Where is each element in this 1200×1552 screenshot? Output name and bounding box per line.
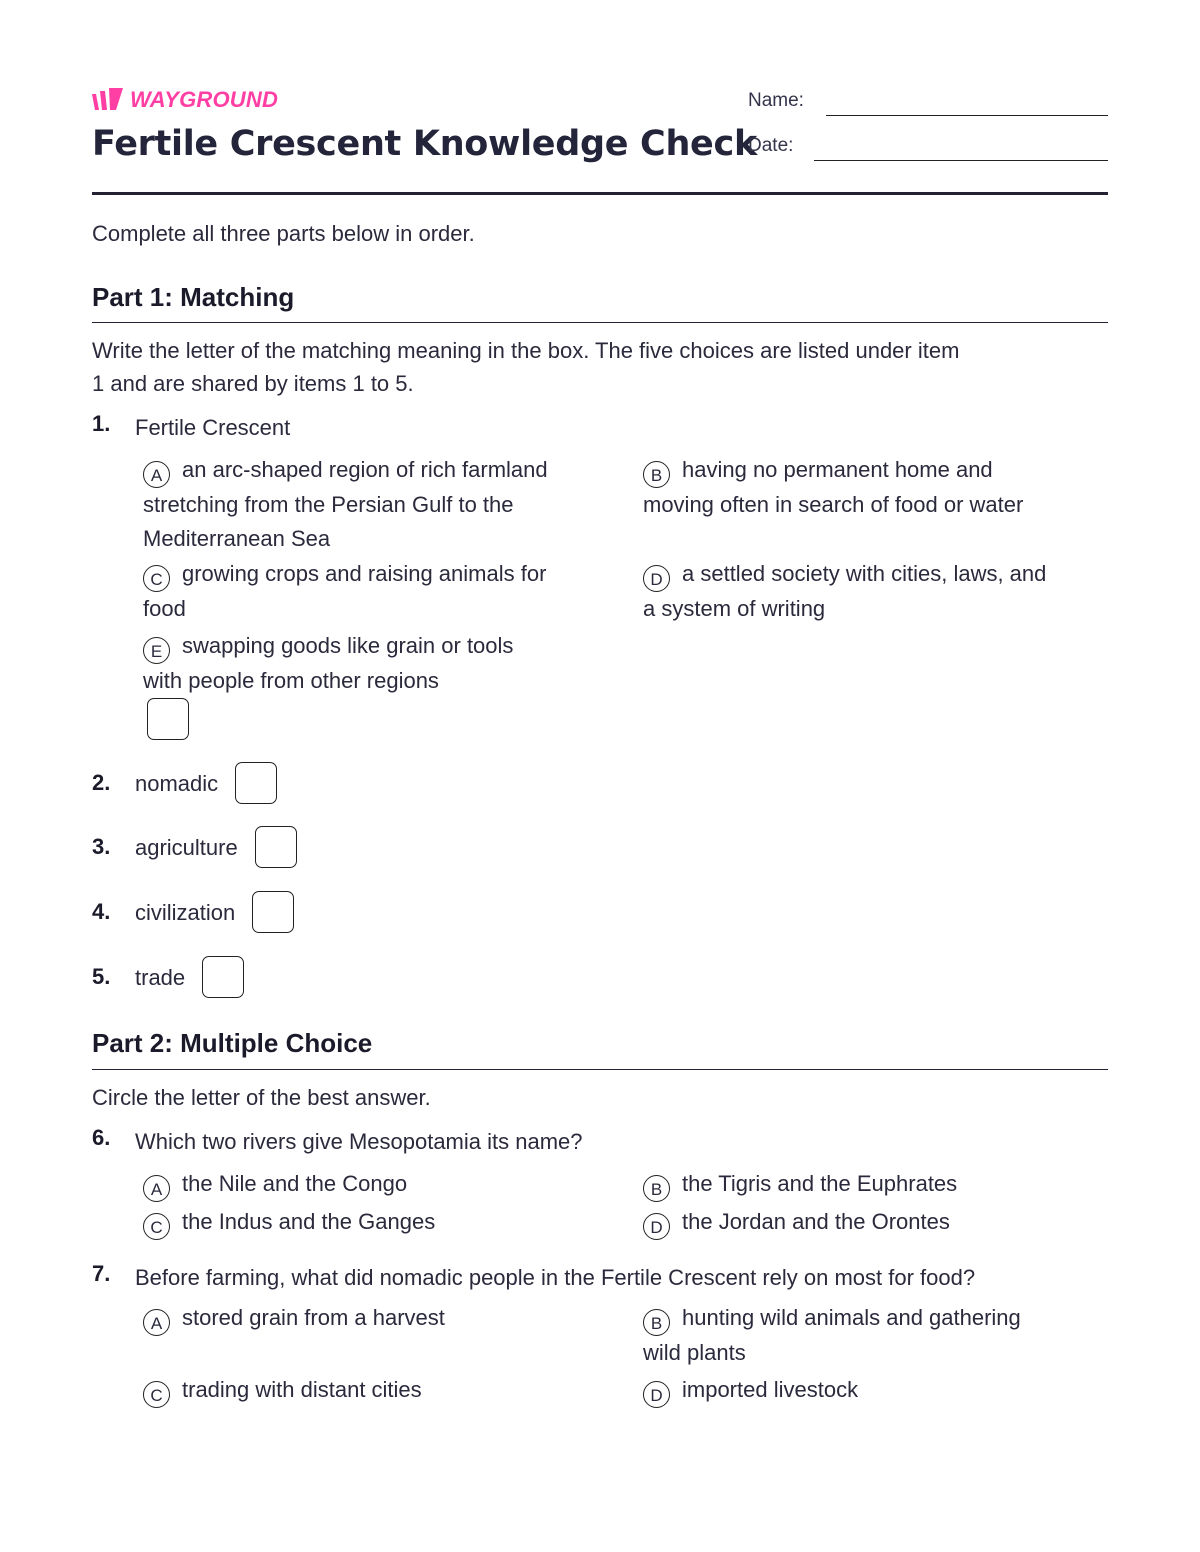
q7-option-a[interactable]: A stored grain from a harvest [143,1301,445,1336]
choice-letter: E [143,637,170,664]
brand-logo [92,86,278,114]
item-number: 2. [92,770,111,795]
choice-letter: C [143,565,170,592]
page-title: Fertile Crescent Knowledge Check [92,124,757,164]
matching-item-4 [92,891,294,933]
item-number: 4. [92,899,111,924]
date-label: Date: [748,135,794,156]
question-text: Which two rivers give Mesopotamia its name? [135,1129,583,1154]
brand-name: WAYGROUND [130,87,279,112]
question-text: Before farming, what did nomadic people in the Fertile Crescent rely on most for food? [135,1265,976,1290]
q7-option-c[interactable]: C trading with distant cities [143,1373,422,1408]
part2-divider [92,1069,1108,1070]
header-divider [92,192,1108,195]
q7-option-b[interactable]: B hunting wild animals and gathering wild plants [643,1305,1021,1365]
name-label: Name: [748,90,804,111]
name-field[interactable] [826,115,1108,116]
question-number: 7. [92,1261,111,1286]
option-letter[interactable]: B [643,1309,670,1336]
q6-option-a[interactable]: A the Nile and the Congo [143,1167,407,1202]
q6-option-c[interactable]: C the Indus and the Ganges [143,1205,435,1240]
answer-box-item-4[interactable] [252,891,294,933]
part1-instructions: Write the letter of the matching meaning in the box. The five choices are listed under item 1 and are shared by items 1 to 5. [92,338,960,396]
part1-divider [92,322,1108,323]
item-term: Fertile Crescent [135,415,291,440]
item-term: trade [135,964,186,990]
item-term: agriculture [135,834,238,860]
item-term: nomadic [135,770,219,796]
date-field[interactable] [814,160,1108,161]
wayground-logo-icon [92,88,124,112]
matching-item-5 [92,956,244,998]
q6-option-d[interactable]: D the Jordan and the Orontes [643,1205,950,1240]
part2-instructions: Circle the letter of the best answer. [92,1085,431,1110]
choice-e: E swapping goods like grain or tools with people from other regions [143,633,514,693]
q7-option-d[interactable]: D imported livestock [643,1373,858,1408]
item-term: civilization [135,899,236,925]
option-letter[interactable]: C [143,1381,170,1408]
item-number: 1. [92,411,111,436]
choice-d: D a settled society with cities, laws, and a system of writing [643,561,1047,621]
item-number: 5. [92,964,111,989]
choice-a: A an arc-shaped region of rich farmland stretching from the Persian Gulf to the Mediterranean Sea [143,457,548,551]
question-number: 6. [92,1125,111,1150]
answer-box-item-3[interactable] [255,826,297,868]
choice-b: B having no permanent home and moving often in search of food or water [643,457,1024,517]
item-number: 3. [92,834,111,859]
option-letter[interactable]: D [643,1381,670,1408]
matching-item-2 [92,762,277,804]
choice-letter: A [143,461,170,488]
answer-box-item-2[interactable] [235,762,277,804]
answer-box-item-1[interactable] [147,698,189,740]
option-letter[interactable]: A [143,1309,170,1336]
option-letter[interactable]: A [143,1175,170,1202]
part1-heading: Part 1: Matching [92,282,295,312]
option-letter[interactable]: C [143,1213,170,1240]
choice-letter: B [643,461,670,488]
choice-letter: D [643,565,670,592]
choice-c: C growing crops and raising animals for food [143,561,547,621]
part2-heading: Part 2: Multiple Choice [92,1028,373,1058]
intro-text: Complete all three parts below in order. [92,221,475,246]
matching-item-3 [92,826,297,868]
q6-option-b[interactable]: B the Tigris and the Euphrates [643,1167,957,1202]
option-letter[interactable]: B [643,1175,670,1202]
option-letter[interactable]: D [643,1213,670,1240]
answer-box-item-5[interactable] [202,956,244,998]
